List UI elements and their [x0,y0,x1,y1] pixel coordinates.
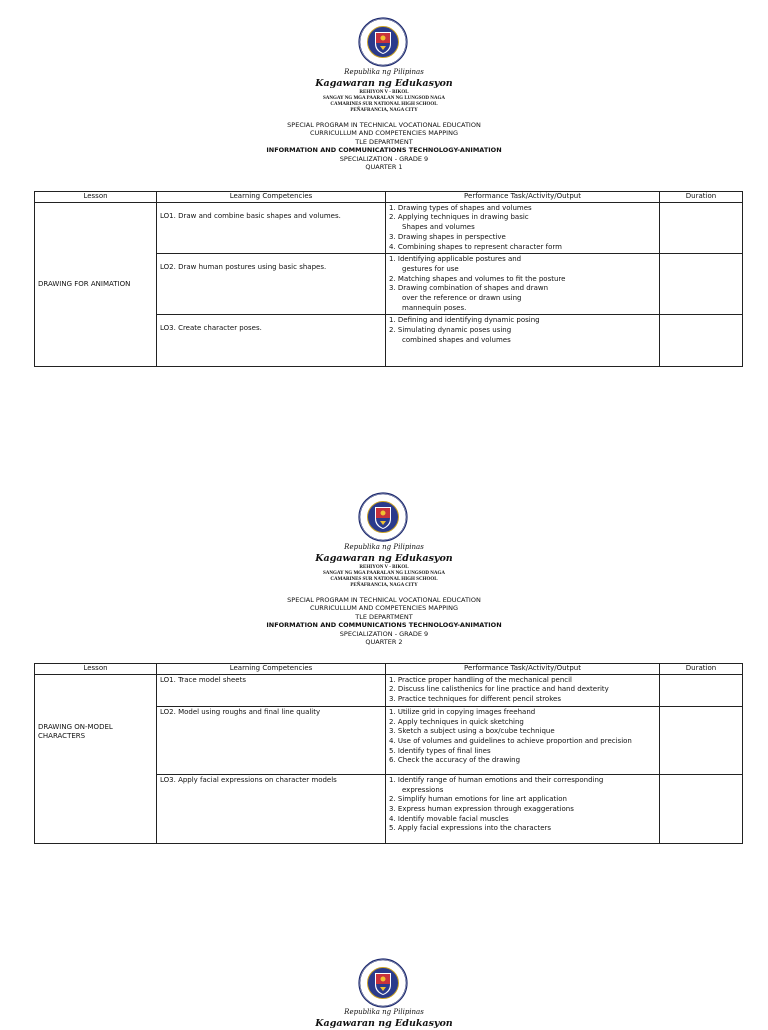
duration-cell [660,706,743,774]
division-text: SANGAY NG MGA PAARALAN NG LUNGSOD NAGA [322,570,446,576]
task-item: expressions [402,785,444,794]
task-item: over the reference or drawn using [402,294,522,303]
region-text: REHIYON V - BIKOL [359,89,409,95]
competency-table-q2 [34,663,743,844]
school-text: CAMARINES SUR NATIONAL HIGH SCHOOL [330,101,438,107]
task-item: 3. Drawing combination of shapes and drawn [389,284,549,293]
competency-table-q1 [34,191,743,367]
lesson-cell: DRAWING ON-MODEL CHARACTERS [35,674,157,843]
task-item: 3. Drawing shapes in perspective [389,232,506,241]
competency-cell [157,774,386,843]
school-text: CAMARINES SUR NATIONAL HIGH SCHOOL [330,576,438,582]
task-item: 2. Simplify human emotions for line art application [389,795,567,804]
task-cell [386,706,660,774]
task-item: 4. Use of volumes and guidelines to achieve proportion and precision [389,736,632,745]
competency-cell [157,674,386,706]
department-title: Kagawaran ng Edukasyon [315,1017,453,1029]
task-item: 2. Matching shapes and volumes to fit the posture [389,274,566,283]
table-header-row [35,664,743,675]
duration-cell [660,674,743,706]
duration-cell [660,254,743,315]
document-header [0,543,768,647]
duration-cell [660,315,743,367]
location-text: PEÑAFRANCIA, NAGA CITY [350,107,418,113]
task-item: 1. Identifying applicable postures and [389,255,522,264]
division-text: SANGAY NG MGA PAARALAN NG LUNGSOD NAGA [322,95,446,101]
task-item: 4. Identify movable facial muscles [389,814,509,823]
column-header: Performance Task/Activity/Output [386,192,660,203]
task-item: 3. Practice techniques for different pencil strokes [389,695,561,704]
competency-cell [157,315,386,367]
deped-seal-icon [358,17,408,67]
task-item: 2. Apply techniques in quick sketching [389,717,524,726]
task-cell [386,254,660,315]
tle-text: TLE DEPARTMENT [355,137,413,146]
task-item: 1. Practice proper handling of the mechanical pencil [389,675,572,684]
ict-text: INFORMATION AND COMMUNICATIONS TECHNOLOGY-ANIMATION [266,621,502,629]
competency-text: LO3. Apply facial expressions on character models [160,775,337,784]
column-header: Performance Task/Activity/Output [386,664,660,675]
task-item: combined shapes and volumes [402,335,511,344]
location-text: PEÑAFRANCIA, NAGA CITY [350,582,418,588]
document-header [0,1008,768,1030]
duration-cell [660,774,743,843]
task-item: gestures for use [402,264,459,273]
task-cell [386,202,660,254]
task-item: 1. Identify range of human emotions and their corresponding [389,775,604,784]
column-header: Lesson [35,664,157,675]
competency-cell [157,202,386,254]
task-cell [386,315,660,367]
task-item: mannequin poses. [402,303,467,312]
column-header: Learning Competencies [157,192,386,203]
task-item: 2. Discuss line calisthenics for line practice and hand dexterity [389,685,609,694]
task-cell [386,774,660,843]
mapping-text: CURRICULLUM AND COMPETENCIES MAPPING [310,604,458,612]
column-header: Learning Competencies [157,664,386,675]
competency-text: LO2. Draw human postures using basic shapes. [160,263,327,272]
lesson-cell: DRAWING FOR ANIMATION [35,202,157,367]
program-text: SPECIAL PROGRAM IN TECHNICAL VOCATIONAL EDUCATION [287,120,481,129]
republic-text: Republika ng Pilipinas [344,68,424,76]
ict-text: INFORMATION AND COMMUNICATIONS TECHNOLOGY-ANIMATION [266,146,502,154]
column-header: Duration [660,664,743,675]
mapping-text: CURRICULLUM AND COMPETENCIES MAPPING [310,129,458,137]
task-item: 2. Simulating dynamic poses using [389,326,512,335]
task-item: 1. Utilize grid in copying images freehand [389,707,536,716]
competency-cell [157,254,386,315]
column-header: Lesson [35,192,157,203]
competency-text: LO1. Trace model sheets [160,675,246,684]
task-item: 2. Applying techniques in drawing basic [389,213,529,222]
republic-text: Republika ng Pilipinas [344,1008,424,1016]
task-item: 3. Sketch a subject using a box/cube technique [389,727,555,736]
table-row [35,674,743,706]
task-item: 3. Express human expression through exaggerations [389,804,574,813]
region-text: REHIYON V - BIKOL [359,564,409,570]
department-title: Kagawaran ng Edukasyon [315,77,453,89]
competency-text: LO2. Model using roughs and final line quality [160,707,321,716]
competency-text: LO3. Create character poses. [160,324,262,333]
specialization-text: SPECIALIZATION - GRADE 9 [339,154,429,163]
task-item: Shapes and volumes [402,223,475,232]
task-item: 5. Apply facial expressions into the characters [389,824,552,833]
deped-seal-icon [358,958,408,1008]
competency-cell [157,706,386,774]
task-item: 4. Combining shapes to represent character form [389,242,562,251]
duration-cell [660,202,743,254]
program-text: SPECIAL PROGRAM IN TECHNICAL VOCATIONAL EDUCATION [287,595,481,604]
table-header-row [35,192,743,203]
table-row [35,202,743,254]
task-item: 6. Check the accuracy of the drawing [389,756,521,765]
task-cell [386,674,660,706]
tle-text: TLE DEPARTMENT [355,612,413,621]
quarter-label: QUARTER 1 [365,163,403,171]
republic-text: Republika ng Pilipinas [344,543,424,551]
competency-text: LO1. Draw and combine basic shapes and volumes. [160,211,341,220]
document-header [0,68,768,172]
department-title: Kagawaran ng Edukasyon [315,552,453,564]
task-item: 1. Drawing types of shapes and volumes [389,203,532,212]
deped-seal-icon [358,492,408,542]
quarter-label: QUARTER 2 [365,638,403,646]
specialization-text: SPECIALIZATION - GRADE 9 [339,629,429,638]
column-header: Duration [660,192,743,203]
task-item: 1. Defining and identifying dynamic posing [389,316,540,325]
task-item: 5. Identify types of final lines [389,746,491,755]
